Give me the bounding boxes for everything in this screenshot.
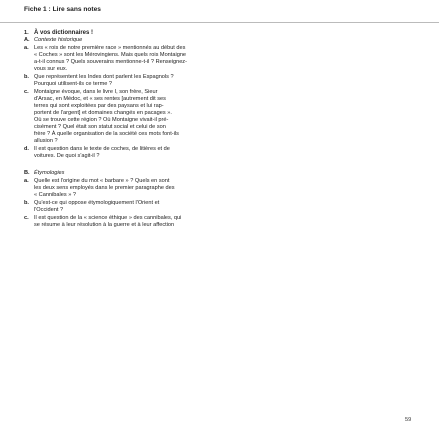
text-line: vous sur eux. [34, 66, 68, 72]
text-line: Il est question de la « science éthique » des cannibales, qui [34, 215, 182, 221]
text-line: d'Arsac, en Médoc, et « ses rentes [autrement dit ses [34, 96, 166, 102]
text-line: voitures. De quoi s'agit-il ? [34, 153, 100, 159]
question-text [34, 89, 334, 145]
question-item [24, 74, 334, 88]
text-line: Quelle est l'origine du mot « barbare » ? Quels en sont [34, 178, 170, 184]
text-line: l'Occident ? [34, 207, 64, 213]
header-label: Fiche 1 : Lire sans notes [24, 6, 101, 13]
question-marker: a. [24, 45, 29, 51]
question-marker: d. [24, 146, 29, 152]
question-text [34, 215, 334, 229]
subsection-a-heading [24, 37, 334, 44]
question-list-b [24, 178, 334, 229]
text-line: Que représentent les Indes dont parlent les Espagnols ? [34, 74, 174, 80]
text-line: Il est question dans le texte de coches, de litières et de [34, 146, 170, 152]
text-line: « Cannibales » ? [34, 192, 76, 198]
text-line: se résume à leur résolution à la guerre et à leur affection [34, 222, 175, 228]
question-item [24, 200, 334, 214]
question-text [34, 178, 334, 199]
text-line: a-t-il connus ? Quels souverains mentionne-t-il ? Renseignez- [34, 59, 187, 65]
question-text [34, 146, 334, 160]
text-line: Pourquoi utilisent-ils ce terme ? [34, 81, 113, 87]
section-gap [24, 160, 334, 170]
question-marker: c. [24, 89, 29, 95]
text-line: terres qui sont exploitées par des paysans et lui rap- [34, 103, 164, 109]
question-text [34, 45, 334, 73]
question-item [24, 215, 334, 229]
subsection-b-title: Étymologies [34, 170, 65, 176]
question-marker: b. [24, 200, 29, 206]
subsection-a-letter: A. [24, 37, 30, 43]
text-line: Les « rois de notre première race » mentionnés au début des [34, 45, 186, 51]
worksheet-content [24, 30, 334, 229]
text-line: cisément ? Quel était son statut social et celui de son [34, 124, 166, 130]
text-line: « Coches » sont les Mérovingiens. Mais quels rois Montaigne [34, 52, 187, 58]
question-item [24, 89, 334, 145]
text-line: Montaigne évoque, dans le livre I, son frère, Sieur [34, 89, 158, 95]
section-number: 1. [24, 30, 29, 36]
question-marker: a. [24, 178, 29, 184]
question-marker: c. [24, 215, 29, 221]
page-number: 59 [405, 417, 412, 423]
question-text [34, 200, 334, 214]
text-line: les deux sens employés dans le premier paragraphe des [34, 185, 175, 191]
question-marker: b. [24, 74, 29, 80]
question-item [24, 146, 334, 160]
question-item [24, 45, 334, 73]
text-line: portent de l'argent] et domaines changés en pacages ». [34, 110, 172, 116]
section-heading [24, 30, 334, 37]
question-item [24, 178, 334, 199]
text-line: allusion ? [34, 138, 58, 144]
subsection-a-title: Contexte historique [34, 37, 83, 43]
text-line: Où se trouve cette région ? Où Montaigne vivait-il pré- [34, 117, 169, 123]
page-header [0, 0, 439, 23]
section-title: À vos dictionnaires ! [34, 30, 94, 36]
subsection-b-letter: B. [24, 170, 30, 176]
text-line: Qu'est-ce qui oppose étymologiquement l'Orient et [34, 200, 160, 206]
text-line: frère ? À quelle organisation de la société ces mots font-ils [34, 131, 179, 137]
question-text [34, 74, 334, 88]
question-list-a [24, 45, 334, 160]
subsection-b-heading [24, 170, 334, 177]
